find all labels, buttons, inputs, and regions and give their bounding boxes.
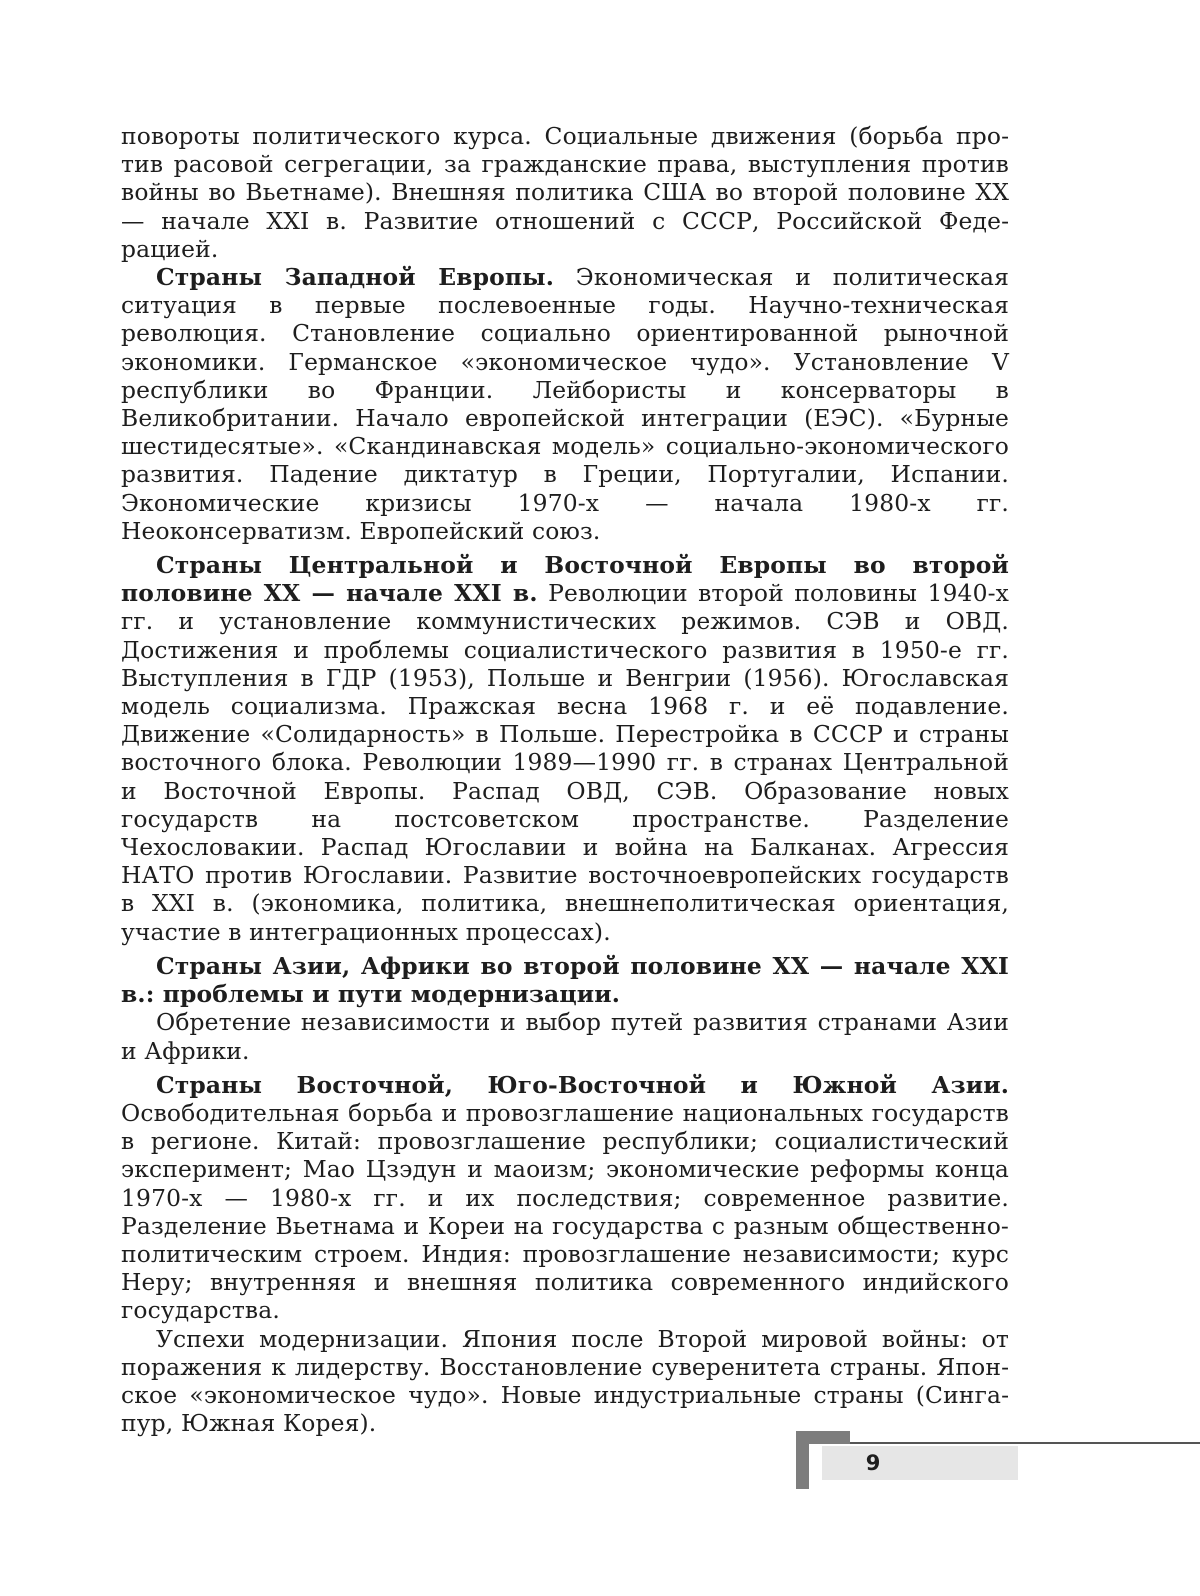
paragraph-western-europe [121,263,1009,545]
section-heading-asia-africa: Страны Азии, Африки во второй половине XX — начале XXI в.: проблемы и пути модернизации. [121,951,1009,1009]
section-heading-western-europe: Страны Западной Европы. [156,263,555,292]
paragraph-text: повороты политического курса. Социальные движения (борьба против расовой сегрегации, за гражданские права, выступления против войны во Вьетнаме). Внешняя политика США во второй половине XX — начале XXI в. Развитие отношений с СССР, Российской Федерацией. [121,122,1009,263]
paragraph-text: Революции второй половины 1940-х гг. и установление коммунистических режимов. СЭВ и ОВД. Достижения и проблемы социалистического развития в 1950-е гг. Выступления в ГДР (1953), Польше и Венгрии (1956). Югославская модель социализма. Пражская весна 1968 г. и её подавление. Движение «Солидарность» в Польше. Перестройка в СССР и страны восточного блока. Революции 1989—1990 гг. в странах Центральной и Восточной Европы. Распад ОВД, СЭВ. Образование новых государств на постсоветском пространстве. Разделение Чехословакии. Распад Югославии и война на Балканах. Агрессия НАТО против Югославии. Развитие восточноевропейских государств в XXI в. (экономика, политика, внешнеполитическая ориентация, участие в интеграционных процессах). [121,579,1009,946]
paragraph-independence [121,1008,1009,1064]
paragraph-east-asia [121,1071,1009,1325]
paragraph-modernization [121,1325,1009,1438]
page-number: 9 [865,1451,881,1475]
paragraph-asia-africa-heading [121,952,1009,1008]
footer-rule [850,1442,1200,1444]
page-body [121,122,1009,1437]
section-heading-east-asia: Страны Восточной, Юго-Восточной и Южной Азии. [156,1070,1009,1099]
paragraph-usa-politics [121,122,1009,263]
paragraph-central-eastern-europe [121,551,1009,946]
paragraph-text: Обретение независимости и выбор путей развития странами Азии и Африки. [121,1008,1009,1065]
page-number-band [822,1446,1018,1480]
paragraph-text: Экономическая и политическая ситуация в первые послевоенные годы. Научно-техническая революция. Становление социально ориентированной рыночной экономики. Германское «экономическое чудо». Установление V республики во Франции. Лейбористы и консерваторы в Великобритании. Начало европейской интеграции (ЕЭС). «Бурные шестидесятые». «Скандинавская модель» социально-экономического развития. Падение диктатур в Греции, Португалии, Испании. Экономические кризисы 1970-х — начала 1980-х гг. Неоконсерватизм. Европейский союз. [121,263,1009,545]
paragraph-text: Освободительная борьба и провозглашение национальных государств в регионе. Китай: провозглашение республики; социалистический эксперимент; Мао Цзэдун и маоизм; экономические реформы конца 1970-х — 1980-х гг. и их последствия; современное развитие. Разделение Вьетнама и Кореи на государства с разным общественно-политическим строем. Индия: провозглашение независимости; курс Неру; внутренняя и внешняя политика современного индийского государства. [121,1098,1009,1325]
paragraph-text: Успехи модернизации. Япония после Второй мировой войны: от поражения к лидерству. Восстановление суверенитета страны. Японское «экономическое чудо». Новые индустриальные страны (Сингапур, Южная Корея). [121,1324,1009,1438]
section-heading-central-eastern-europe: Страны Центральной и Восточной Европы во второй половине XX — начале XXI в. [121,551,1009,608]
